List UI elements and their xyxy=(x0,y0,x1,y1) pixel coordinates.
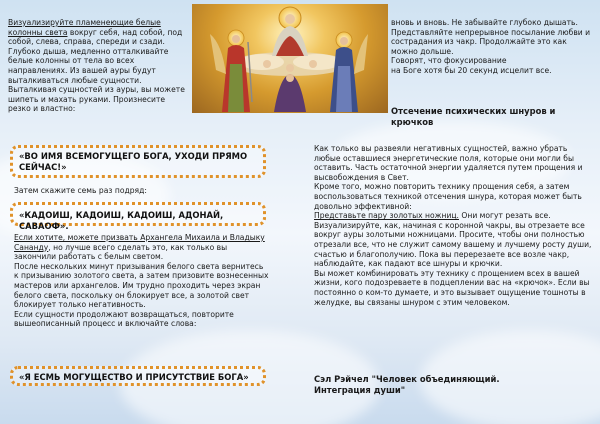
command-box-1: «ВО ИМЯ ВСЕМОГУЩЕГО БОГА, УХОДИ ПРЯМО СЕЙЧАС!» xyxy=(10,145,266,178)
icon-painting xyxy=(192,4,388,113)
section-heading: Отсечение психических шнуров и крючков xyxy=(391,106,556,127)
right-top-line2: Говорят, что фокусирование xyxy=(391,56,507,66)
section-para-1: Как только вы развеяли негативных сущностей, важно убрать любые оставшиеся энергетические поля, которые они могли бы оставить. Часть остаточной энергии удаляется путем прощения и высвобождения в Свет. xyxy=(314,144,583,182)
section-para-4: Вы может комбинировать эту технику с прощением всех в вашей жизни, кого подозреваете в подцеплении вас на «крючок». Если вы постоянно о ком-то думаете, и это вызывает ощущение тошноты в желудке, вы связаны шнуром с этим человеком. xyxy=(314,268,590,307)
intro-underlined-1: Визуализируйте пламенеющие белые xyxy=(8,18,161,27)
section-body xyxy=(314,144,594,307)
right-top-line3: на Боге хотя бы 20 секунд исцелит все. xyxy=(391,65,552,75)
section-para-3-underlined: Представьте пару золотых ножниц. xyxy=(314,211,459,221)
return-paragraph: Если сущности продолжают возвращаться, повторите вышеописанный процесс и включайте слова: xyxy=(14,309,234,329)
after-paragraph: После нескольких минут призывания белого света вернитесь к призыванию золотого света, а затем призовите вознесенных мастеров или архангелов. Им трудно проходить через экран белого света, поскольку он блокирует все, а золотой свет блокирует только негативность. xyxy=(14,261,269,310)
archangel-text: , но лучше всего сделать это, как только вы закончили работать с белым светом. xyxy=(14,242,228,262)
section-para-2: Кроме того, можно повторить технику прощения себя, а затем воспользоваться техникой отсечения шнура, которая может быть довольно эффективной: xyxy=(314,182,582,211)
intro-text: вокруг себя, над собой, под собой, слева, справа, спереди и сзади. Глубоко дыша, медленно отталкивайте белые колонны от тела во всех направлениях. Из вашей ауры будут выталкиваться любые сущности. Выталкивая сущностей из ауры, вы можете шипеть и махать руками. Произнесите резко и властно: xyxy=(8,27,185,114)
command-box-3: «Я ЕСМЬ МОГУЩЕСТВО И ПРИСУТСТВИЕ БОГА» xyxy=(10,366,266,386)
section-para-3-text: Они могут резать все. Визуализируйте, как, начиная с коронной чакры, вы отрезаете все вокруг ауры золотыми ножницами. Просите, чтобы они полностью отрезали все, что не служит самому вашему и лучшему росту души, счастью и благополучию. Пока вы перерезаете все возле чакр, наблюдайте, как падают все шнуры и крючки. xyxy=(314,211,592,269)
say-seven-text: Затем скажите семь раз подряд: xyxy=(14,186,147,195)
intro-paragraph xyxy=(8,18,190,114)
archangel-underlined: Если хотите, можете призвать Архангела Михаила и Владыку Сананду xyxy=(14,233,265,252)
left-lower-paragraph xyxy=(14,233,269,329)
right-top-paragraph xyxy=(391,18,595,76)
intro-underlined-2: колонны света xyxy=(8,27,68,37)
citation: Сэл Рэйчел "Человек объединяющий. Интеграция души" xyxy=(314,374,500,395)
command-box-2: «КАДОИШ, КАДОИШ, КАДОИШ, АДОНАЙ, САВАОФ». xyxy=(10,202,266,226)
right-top-text: вновь и вновь. Не забывайте глубоко дышать. Представляйте непрерывное посылание любви и сострадания из чакр. Продолжайте это как можно дольше. xyxy=(391,18,591,56)
